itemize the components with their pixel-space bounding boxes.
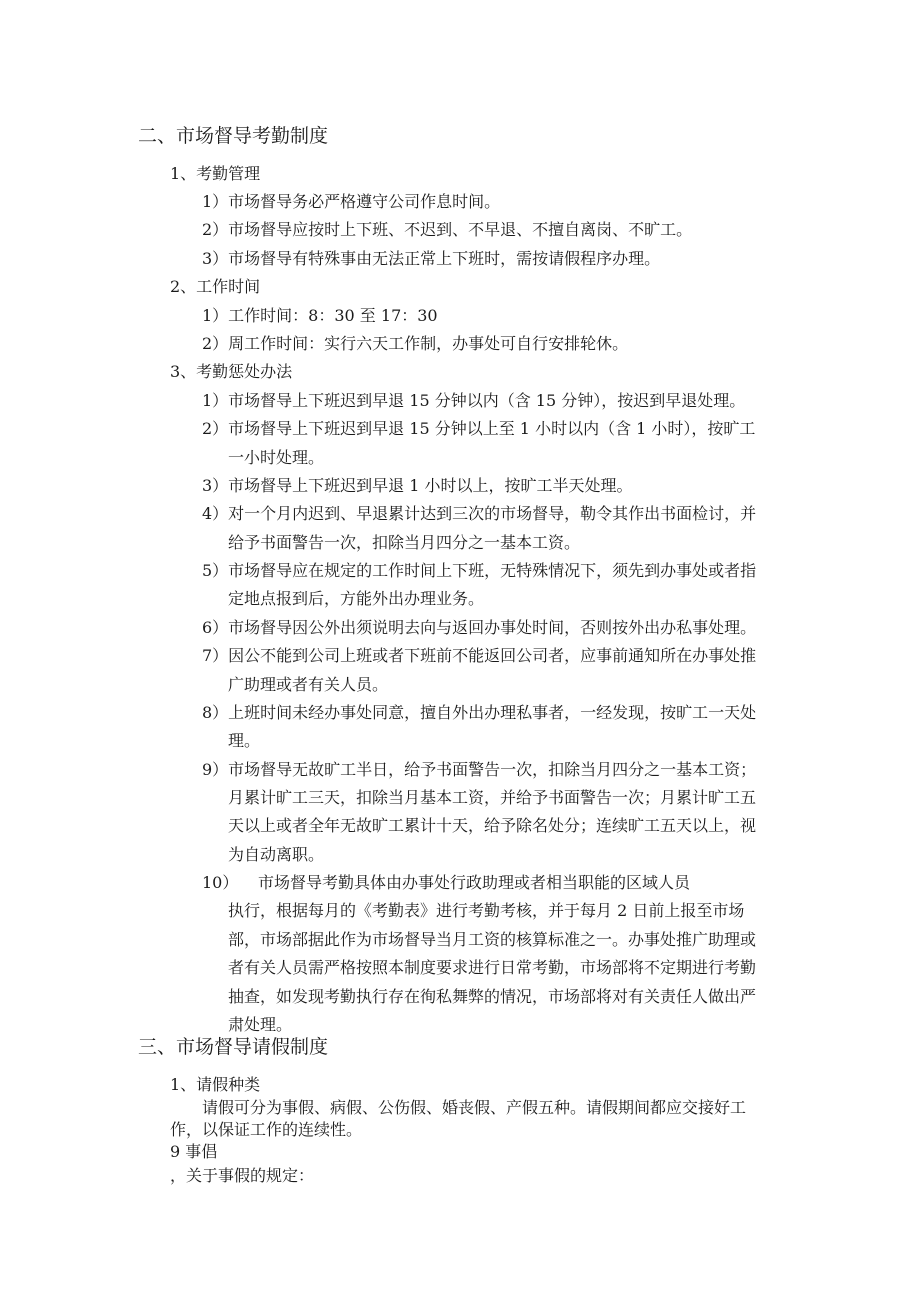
list-item-continued: 理。 bbox=[228, 731, 261, 750]
list-item: 市场督导考勤具体由办事处行政助理或者相当职能的区域人员 bbox=[258, 873, 691, 892]
list-item-continued: 肃处理。 bbox=[228, 1015, 293, 1034]
list-item-continued: 抽查，如发现考勤执行存在徇私舞弊的情况，市场部将对有关责任人做出严 bbox=[228, 987, 757, 1006]
paragraph: 请假可分为事假、病假、公伤假、婚丧假、产假五种。请假期间都应交接好工 bbox=[202, 1098, 747, 1117]
list-item-continued: 天以上或者全年无故旷工累计十天，给予除名处分；连续旷工五天以上，视 bbox=[228, 816, 757, 835]
list-item: 8）上班时间未经办事处同意，擅自外出办理私事者，一经发现，按旷工一天处 bbox=[202, 703, 757, 722]
list-item-continued: 定地点报到后，方能外出办理业务。 bbox=[228, 589, 485, 608]
list-item: 6）市场督导因公外出须说明去向与返回办事处时间，否则按外出办私事处理。 bbox=[202, 618, 757, 637]
list-item-continued: 部，市场部据此作为市场督导当月工资的核算标准之一。办事处推广助理或 bbox=[228, 930, 757, 949]
list-item-continued: 广助理或者有关人员。 bbox=[228, 675, 389, 694]
paragraph: ，关于事假的规定： bbox=[170, 1166, 315, 1185]
list-item: 2）周工作时间：实行六天工作制，办事处可自行安排轮休。 bbox=[202, 334, 629, 353]
list-item: 2）市场督导应按时上下班、不迟到、不早退、不擅自离岗、不旷工。 bbox=[202, 220, 693, 239]
list-item: 2）市场督导上下班迟到早退 15 分钟以上至 1 小时以内（含 1 小时），按旷工 bbox=[202, 419, 756, 438]
list-item: 3）市场督导有特殊事由无法正常上下班时，需按请假程序办理。 bbox=[202, 249, 661, 268]
list-item: 3）市场督导上下班迟到早退 1 小时以上，按旷工半天处理。 bbox=[202, 476, 633, 495]
list-item-continued: 一小时处理。 bbox=[228, 448, 325, 467]
list-item-number: 10） bbox=[202, 873, 239, 892]
list-item: 7）因公不能到公司上班或者下班前不能返回公司者，应事前通知所在办事处推 bbox=[202, 646, 757, 665]
list-item-continued: 月累计旷工三天，扣除当月基本工资，并给予书面警告一次；月累计旷工五 bbox=[228, 788, 757, 807]
list-item-continued: 者有关人员需严格按照本制度要求进行日常考勤，市场部将不定期进行考勤 bbox=[228, 958, 757, 977]
list-item: 1）市场督导上下班迟到早退 15 分钟以内（含 15 分钟），按迟到早退处理。 bbox=[202, 391, 746, 410]
list-item: 1）市场督导务必严格遵守公司作息时间。 bbox=[202, 192, 501, 211]
list-item-continued: 执行，根据每月的《考勤表》进行考勤考核，并于每月 2 日前上报至市场 bbox=[228, 901, 745, 920]
list-item: 4）对一个月内迟到、早退累计达到三次的市场督导，勒令其作出书面检讨，并 bbox=[202, 504, 757, 523]
subsection-penalty-title: 3、考勤惩处办法 bbox=[170, 362, 293, 381]
list-item: 9）市场督导无故旷工半日，给予书面警告一次，扣除当月四分之一基本工资； bbox=[202, 760, 757, 779]
subsection-leave-types-title: 1、请假种类 bbox=[170, 1075, 261, 1094]
paragraph-continued: 作，以保证工作的连续性。 bbox=[170, 1120, 363, 1139]
subsection-work-hours-title: 2、工作时间 bbox=[170, 277, 261, 296]
list-item-continued: 给予书面警告一次，扣除当月四分之一基本工资。 bbox=[228, 533, 581, 552]
list-item-continued: 为自动离职。 bbox=[228, 845, 325, 864]
subsection-personal-leave-title: 9 事倡 bbox=[170, 1142, 218, 1161]
list-item: 1）工作时间：8：30 至 17：30 bbox=[202, 306, 438, 325]
section-3-title: 三、市场督导请假制度 bbox=[138, 1036, 329, 1058]
subsection-attendance-management-title: 1、考勤管理 bbox=[170, 164, 261, 183]
list-item: 5）市场督导应在规定的工作时间上下班，无特殊情况下，须先到办事处或者指 bbox=[202, 561, 757, 580]
section-2-title: 二、市场督导考勤制度 bbox=[138, 125, 329, 147]
